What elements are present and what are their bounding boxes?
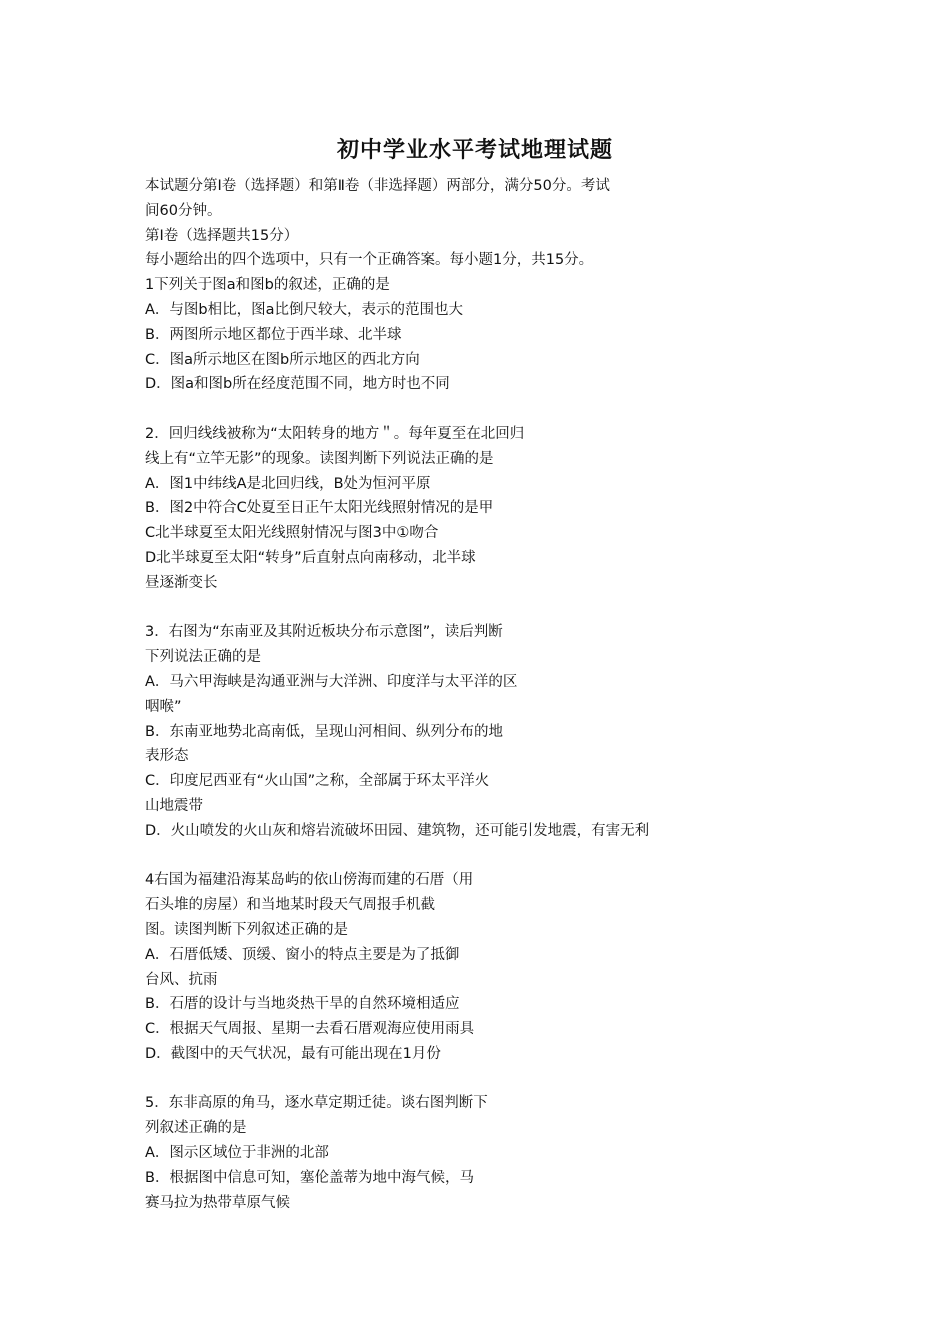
text-line: 山地震带: [145, 797, 203, 814]
text-line: C北半球夏至太阳光线照射情况与图3中①吻合: [145, 525, 439, 542]
text-line: 间60分钟。: [145, 202, 222, 219]
text-line: C．印度尼西亚有“火山国”之称，全部属于环太平洋火: [145, 773, 490, 790]
text-line: B．图2中符合C处夏至日正午太阳光线照射情况的是甲: [145, 500, 494, 517]
text-line: 5．东非高原的角马，逐水草定期迁徒。谈右图判断下: [145, 1095, 488, 1112]
text-line: 咽喉”: [145, 698, 182, 715]
blank-line: [145, 844, 845, 869]
text-line: D．截图中的天气状况，最有可能出现在1月份: [145, 1045, 441, 1062]
text-line: A．马六甲海峡是沟通亚洲与大洋洲、印度洋与太平洋的区: [145, 673, 518, 690]
blank-line: [145, 397, 845, 422]
text-line: D北半球夏至太阳“转身”后直射点向南移动，北半球: [145, 549, 476, 566]
text-line: B．石厝的设计与当地炎热干旱的自然环境相适应: [145, 996, 460, 1013]
text-line: 每小题给出的四个选项中，只有一个正确答案。每小题1分，共15分。: [145, 252, 594, 269]
text-line: A．图1中纬线A是北回归线，B处为恒河平原: [145, 475, 431, 492]
text-line: 图。读图判断下列叙述正确的是: [145, 921, 348, 938]
text-line: C．图a所示地区在图b所示地区的西北方向: [145, 351, 420, 368]
text-line: C．根据天气周报、星期一去看石厝观海应使用雨具: [145, 1021, 475, 1038]
document-title: 初中学业水平考试地理试题: [336, 137, 613, 163]
text-line: D．图a和图b所在经度范围不同，地方时也不同: [145, 376, 450, 393]
text-line: 线上有“立竿无影”的现象。读图判断下列说法正确的是: [145, 450, 494, 467]
text-line: 2．回归线线被称为“太阳转身的地方＂。每年夏至在北回归: [145, 425, 525, 442]
text-line: B．东南亚地势北高南低，呈现山河相间、纵列分布的地: [145, 723, 503, 740]
text-line: 第Ⅰ卷（选择题共15分）: [145, 227, 299, 244]
text-line: A．与图b相比，图a比倒尺较大，表示的范围也大: [145, 301, 464, 318]
text-line: 1下列关于图a和图b的叙述，正确的是: [145, 277, 390, 294]
text-line: 3．右图为“东南亚及其附近板块分布示意图”，读后判断: [145, 624, 503, 641]
text-line: 本试题分第Ⅰ卷（选择题）和第Ⅱ卷（非选择题）两部分，满分50分。考试: [145, 178, 610, 194]
text-line: 赛马拉为热带草原气候: [145, 1194, 290, 1211]
text-line: 表形态: [145, 748, 189, 765]
blank-line: [145, 1067, 845, 1092]
text-line: A．石厝低矮、顶缓、窗小的特点主要是为了抵御: [145, 946, 460, 963]
text-line: B．根据图中信息可知，塞伦盖蒂为地中海气候，马: [145, 1169, 474, 1186]
text-line: 昼逐渐变长: [145, 574, 218, 591]
text-line: B．两图所示地区都位于西半球、北半球: [145, 326, 402, 343]
text-line: 列叙述正确的是: [145, 1120, 247, 1137]
text-line: 下列说法正确的是: [145, 649, 261, 666]
text-line: 台风、抗雨: [145, 971, 218, 988]
text-line: 4右国为福建沿海某岛屿的依山傍海而建的石厝（用: [145, 872, 474, 889]
blank-line: [145, 596, 845, 621]
text-line: 石头堆的房屋）和当地某时段天气周报手机截: [145, 897, 435, 914]
text-line: D．火山喷发的火山灰和熔岩流破坏田园、建筑物，还可能引发地震，有害无利: [145, 822, 650, 839]
text-line: A．图示区域位于非洲的北部: [145, 1145, 329, 1162]
document-body: [145, 174, 845, 1215]
